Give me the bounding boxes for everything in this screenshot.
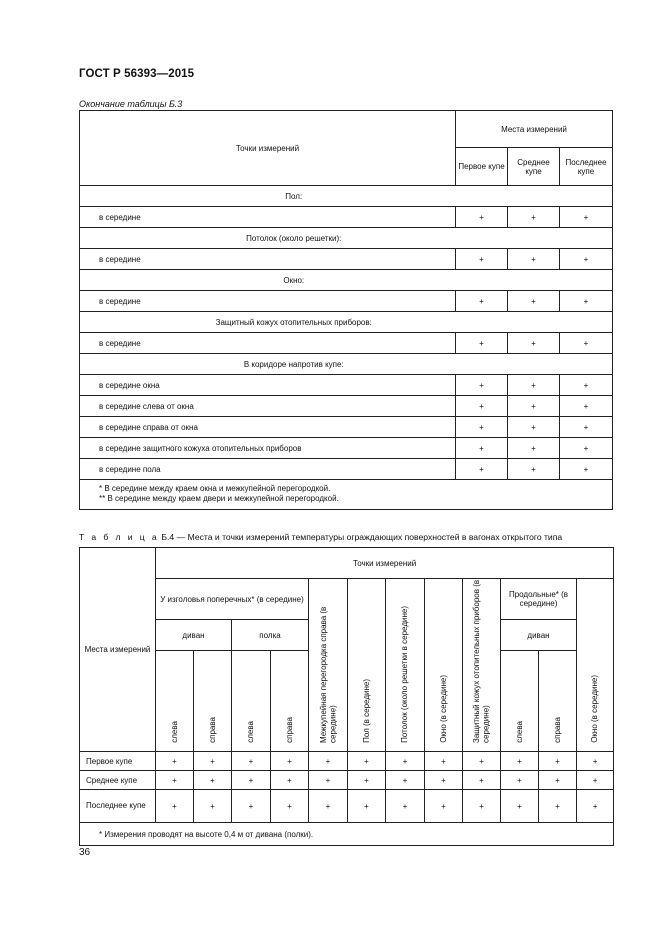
header-middle-coupe: Среднее купе — [508, 148, 560, 186]
header-first-coupe: Первое купе — [456, 148, 508, 186]
table-notes — [80, 480, 613, 510]
cell-value: + — [508, 249, 560, 270]
cell-value: + — [348, 771, 386, 790]
sub-sofa: диван — [156, 620, 232, 651]
cell-value: + — [463, 790, 501, 823]
table-row — [80, 249, 613, 270]
cell-value: + — [156, 790, 194, 823]
table-b3 — [79, 110, 613, 510]
row-label: в середине справа от окна — [80, 417, 456, 438]
col-long-left — [501, 651, 539, 752]
cell-value: + — [508, 417, 560, 438]
sub-shelf: полка — [232, 620, 309, 651]
section-title: В коридоре напротив купе: — [80, 354, 508, 375]
cell-value: + — [539, 790, 577, 823]
cell-value: + — [425, 752, 463, 771]
cell-value: + — [271, 752, 309, 771]
table-row — [80, 459, 613, 480]
cell-value: + — [232, 771, 271, 790]
group-longitudinal: Продольные* (в середине) — [501, 579, 577, 620]
table-b4-caption — [79, 532, 562, 542]
cell-value: + — [577, 752, 614, 771]
col-sofa-left — [156, 651, 194, 752]
table-row — [80, 771, 614, 790]
row-label: в середине окна — [80, 375, 456, 396]
cell-value: + — [539, 771, 577, 790]
cell-value: + — [501, 752, 539, 771]
cell-value: + — [463, 752, 501, 771]
section-title: Потолок (около решетки): — [80, 228, 508, 249]
cell-value: + — [156, 752, 194, 771]
col-shelf-left — [232, 651, 271, 752]
section-title: Защитный кожух отопительных приборов: — [80, 312, 508, 333]
col-right-text: справа — [284, 717, 294, 743]
col-window — [425, 579, 463, 752]
table-row — [80, 417, 613, 438]
col-long-right — [539, 651, 577, 752]
row-label: Последнее купе — [80, 790, 156, 823]
header-places — [80, 548, 156, 752]
col-shelf-right — [271, 651, 309, 752]
cell-value: + — [508, 333, 560, 354]
cell-value: + — [456, 207, 508, 228]
cell-value: + — [456, 375, 508, 396]
cell-value: + — [456, 249, 508, 270]
section-row — [80, 270, 613, 291]
cell-value: + — [463, 771, 501, 790]
document-header: ГОСТ Р 56393—2015 — [79, 68, 195, 80]
row-label: в середине пола — [80, 459, 456, 480]
cell-value: + — [309, 752, 348, 771]
cell-value: + — [386, 752, 425, 771]
caption-text: Б.4 — Места и точки измерений температуры ограждающих поверхностей в вагонах открытого типа — [159, 532, 563, 542]
header-points: Точки измерений — [156, 548, 614, 579]
cell-value: + — [539, 752, 577, 771]
cell-value: + — [508, 459, 560, 480]
caption-prefix: Т а б л и ц а — [79, 532, 159, 542]
cell-value: + — [577, 790, 614, 823]
cell-value: + — [386, 771, 425, 790]
note-line: ** В середине между краем двери и межкупейной перегородкой. — [99, 494, 339, 503]
col-sofa-right — [194, 651, 232, 752]
sub-sofa-long: диван — [501, 620, 577, 651]
table-note: * Измерения проводят на высоте 0,4 м от дивана (полки). — [80, 823, 614, 846]
header-places: Места измерений — [456, 111, 613, 148]
cell-value: + — [194, 790, 232, 823]
cell-value: + — [194, 752, 232, 771]
cell-value: + — [508, 396, 560, 417]
cell-value: + — [560, 207, 613, 228]
cell-value: + — [156, 771, 194, 790]
cell-value: + — [508, 438, 560, 459]
cell-value: + — [508, 375, 560, 396]
cell-value: + — [425, 771, 463, 790]
table-row — [80, 375, 613, 396]
table-row — [80, 291, 613, 312]
row-label: в середине защитного кожуха отопительных приборов — [80, 438, 456, 459]
row-label: Среднее купе — [80, 771, 156, 790]
table-b4 — [79, 547, 614, 846]
cell-value: + — [560, 417, 613, 438]
section-row — [80, 228, 613, 249]
cell-value: + — [560, 375, 613, 396]
section-title: Окно: — [80, 270, 508, 291]
col-window-last — [577, 579, 614, 752]
row-label: в середине — [80, 249, 456, 270]
cell-value: + — [348, 752, 386, 771]
cell-value: + — [560, 249, 613, 270]
row-label: в середине — [80, 291, 456, 312]
page-number: 36 — [79, 847, 91, 858]
cell-value: + — [577, 771, 614, 790]
cell-value: + — [456, 459, 508, 480]
col-left-text: слева — [514, 721, 524, 743]
group-transverse: У изголовья поперечных* (в середине) — [156, 579, 309, 620]
cell-value: + — [560, 459, 613, 480]
cell-value: + — [348, 790, 386, 823]
section-row — [80, 312, 613, 333]
cell-value: + — [560, 438, 613, 459]
table-continuation-label: Окончание таблицы Б.3 — [79, 99, 183, 109]
cell-value: + — [456, 438, 508, 459]
cell-value: + — [456, 333, 508, 354]
header-points: Точки измерений — [80, 111, 456, 186]
col-ceiling — [386, 579, 425, 752]
col-right-text: справа — [552, 717, 562, 743]
row-label: Первое купе — [80, 752, 156, 771]
col-window-last-text: Окно (в середине) — [590, 675, 600, 743]
cell-value: + — [232, 752, 271, 771]
cell-value: + — [508, 291, 560, 312]
cell-value: + — [560, 291, 613, 312]
col-left-text: слева — [169, 721, 179, 743]
cell-value: + — [232, 790, 271, 823]
cell-value: + — [309, 790, 348, 823]
row-label: в середине слева от окна — [80, 396, 456, 417]
table-row — [80, 752, 614, 771]
note-line: * В середине между краем окна и межкупейной перегородкой. — [99, 484, 331, 493]
col-left-text: слева — [246, 721, 256, 743]
table-row — [80, 790, 614, 823]
col-casing — [463, 579, 501, 752]
section-row — [80, 186, 613, 207]
col-partition — [309, 579, 348, 752]
cell-value: + — [501, 790, 539, 823]
cell-value: + — [194, 771, 232, 790]
section-title: Пол: — [80, 186, 508, 207]
cell-value: + — [508, 207, 560, 228]
row-label: в середине — [80, 333, 456, 354]
col-partition-text: Межкупейная перегородка справа (в середине) — [318, 606, 337, 743]
col-floor — [348, 579, 386, 752]
table-row — [80, 333, 613, 354]
col-floor-text: Пол (в середине) — [361, 679, 371, 743]
cell-value: + — [425, 790, 463, 823]
cell-value: + — [501, 771, 539, 790]
header-places-text: Места измерений — [84, 645, 151, 654]
col-window-text: Окно (в середине) — [438, 675, 448, 743]
cell-value: + — [456, 291, 508, 312]
cell-value: + — [560, 333, 613, 354]
cell-value: + — [456, 417, 508, 438]
cell-value: + — [309, 771, 348, 790]
row-label: в середине — [80, 207, 456, 228]
cell-value: + — [271, 790, 309, 823]
table-row — [80, 396, 613, 417]
cell-value: + — [271, 771, 309, 790]
section-row — [80, 354, 613, 375]
cell-value: + — [386, 790, 425, 823]
table-row — [80, 207, 613, 228]
col-casing-text: Защитный кожух отопительных приборов (в середине) — [472, 579, 491, 743]
col-right-text: справа — [207, 717, 217, 743]
table-row — [80, 438, 613, 459]
col-ceiling-text: Потолок (около решетки в середине) — [400, 606, 410, 743]
cell-value: + — [456, 396, 508, 417]
cell-value: + — [560, 396, 613, 417]
header-last-coupe: Последнее купе — [560, 148, 613, 186]
